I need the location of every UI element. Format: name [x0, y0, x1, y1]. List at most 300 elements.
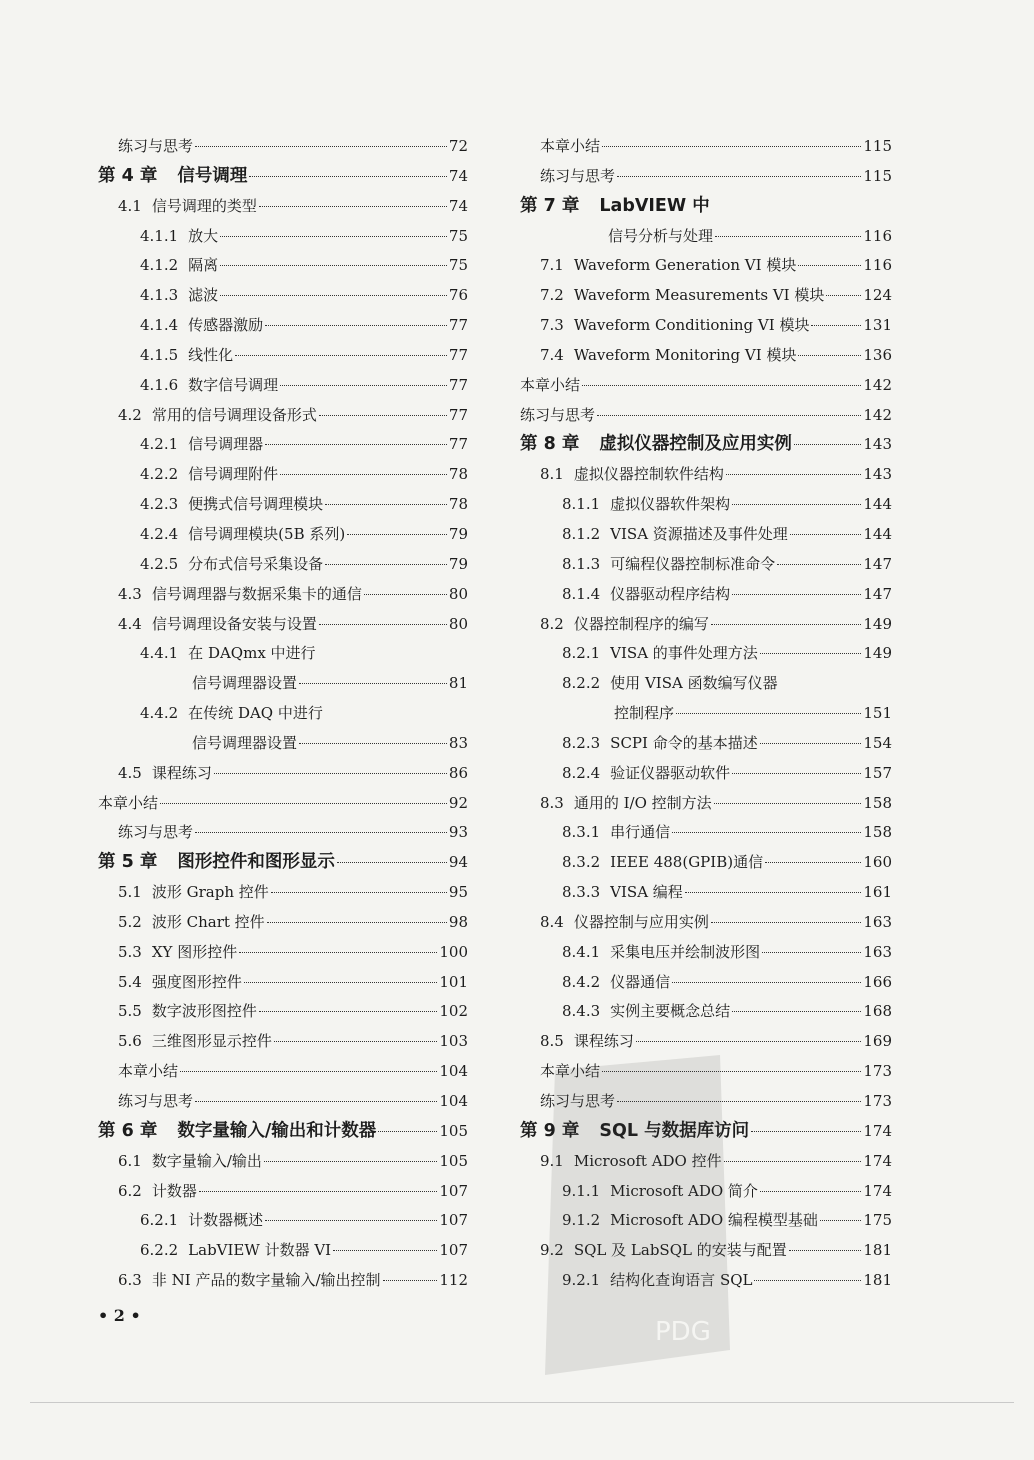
toc-number: 4.4 — [118, 614, 142, 633]
toc-title: 虚拟仪器软件架构 — [610, 495, 731, 514]
toc-number: 4.1.2 — [140, 256, 179, 275]
toc-entry — [520, 639, 892, 669]
toc-title: 信号调理附件 — [188, 465, 279, 484]
toc-number: 8.2.3 — [562, 733, 601, 752]
toc-page-number: 72 — [448, 137, 468, 155]
toc-chapter-entry — [520, 1117, 892, 1147]
toc-entry — [98, 281, 468, 311]
toc-number: 8.2.4 — [562, 763, 601, 782]
toc-leader-dots — [325, 504, 447, 505]
toc-number: 7.2 — [540, 286, 564, 305]
toc-page-number: 98 — [448, 912, 468, 931]
toc-entry — [520, 1206, 892, 1236]
toc-page-number: 93 — [448, 823, 468, 842]
toc-entry — [98, 251, 468, 281]
toc-title: VISA 资源描述及事件处理 — [610, 524, 788, 543]
toc-entry — [520, 162, 892, 192]
toc-leader-dots — [299, 683, 447, 684]
toc-title: 数字量输入/输出和计数器 — [177, 1120, 377, 1141]
toc-leader-dots — [364, 594, 447, 595]
toc-number: 8.1.4 — [562, 584, 601, 603]
toc-leader-dots — [715, 236, 861, 237]
toc-leader-dots — [762, 952, 861, 953]
toc-page-number: 136 — [863, 345, 892, 364]
toc-page-number: 116 — [863, 256, 892, 275]
toc-title: 隔离 — [188, 256, 219, 275]
toc-page-number: 116 — [863, 226, 892, 245]
toc-title: 练习与思考 — [540, 166, 616, 185]
toc-leader-dots — [732, 594, 861, 595]
toc-page-number: 160 — [863, 853, 892, 872]
toc-leader-dots — [820, 1220, 861, 1221]
toc-title: 滤波 — [188, 286, 219, 305]
toc-leader-dots — [790, 534, 862, 535]
toc-entry — [98, 371, 468, 401]
toc-page-number: 107 — [439, 1181, 468, 1200]
toc-page-number: 83 — [448, 733, 468, 752]
toc-title: 结构化查询语言 SQL — [610, 1271, 753, 1290]
toc-leader-dots — [249, 176, 447, 177]
toc-leader-dots — [239, 952, 437, 953]
toc-title: LabVIEW 中 — [599, 195, 710, 216]
toc-entry — [520, 1236, 892, 1266]
toc-leader-dots — [271, 892, 447, 893]
toc-entry — [98, 520, 468, 550]
toc-title: 数字波形图控件 — [151, 1002, 257, 1021]
toc-number: 5.4 — [118, 972, 142, 991]
toc-page-number: 115 — [863, 137, 892, 155]
toc-leader-dots — [826, 295, 861, 296]
toc-entry — [98, 699, 468, 729]
toc-entry — [520, 789, 892, 819]
toc-entry — [98, 669, 468, 699]
toc-chapter-entry — [98, 1117, 468, 1147]
toc-entry — [98, 997, 468, 1027]
toc-leader-dots — [160, 803, 447, 804]
toc-title: 本章小结 — [540, 1062, 601, 1081]
toc-page-number: 163 — [863, 912, 892, 931]
toc-entry — [520, 729, 892, 759]
toc-title: 计数器 — [151, 1181, 197, 1200]
toc-title: 可编程仪器控制标准命令 — [610, 554, 776, 573]
toc-leader-dots — [751, 1131, 861, 1132]
toc-entry — [98, 460, 468, 490]
toc-entry — [98, 222, 468, 252]
toc-leader-dots — [777, 564, 861, 565]
toc-title: 常用的信号调理设备形式 — [151, 405, 317, 424]
toc-page-number: 174 — [863, 1181, 892, 1200]
toc-leader-dots — [714, 803, 862, 804]
toc-leader-dots — [685, 892, 862, 893]
toc-page-number: 149 — [863, 644, 892, 663]
toc-entry — [520, 490, 892, 520]
toc-title: 信号调理器 — [188, 435, 264, 454]
toc-number: 8.3.1 — [562, 823, 601, 842]
toc-leader-dots — [274, 1041, 437, 1042]
toc-title: Waveform Conditioning VI 模块 — [573, 316, 810, 335]
toc-title: 分布式信号采集设备 — [188, 554, 324, 573]
toc-title: 验证仪器驱动软件 — [610, 763, 731, 782]
toc-page-number: 131 — [863, 316, 892, 335]
toc-title: 课程练习 — [151, 763, 212, 782]
toc-page-number: 77 — [448, 435, 468, 454]
toc-page-number: 79 — [448, 554, 468, 573]
toc-number: 9.1 — [540, 1151, 564, 1170]
toc-entry — [98, 580, 468, 610]
toc-entry — [98, 311, 468, 341]
toc-title: 线性化 — [188, 345, 234, 364]
toc-title: 强度图形控件 — [151, 972, 242, 991]
toc-entry — [98, 401, 468, 431]
toc-leader-dots — [789, 1250, 862, 1251]
toc-title: XY 图形控件 — [151, 942, 238, 961]
toc-title: 波形 Graph 控件 — [151, 883, 269, 902]
toc-entry — [98, 610, 468, 640]
toc-leader-dots — [220, 265, 447, 266]
toc-page-number: 115 — [863, 166, 892, 185]
toc-title: 计数器概述 — [188, 1211, 264, 1230]
toc-leader-dots — [724, 1161, 862, 1162]
toc-entry — [520, 759, 892, 789]
toc-leader-dots — [602, 1071, 861, 1072]
toc-title: SQL 与数据库访问 — [599, 1120, 750, 1141]
toc-entry — [520, 460, 892, 490]
toc-number: 4.2.4 — [140, 524, 179, 543]
toc-page-number: 104 — [439, 1062, 468, 1081]
toc-page-number: 143 — [863, 465, 892, 484]
toc-leader-dots — [811, 325, 861, 326]
toc-page-number: 107 — [439, 1241, 468, 1260]
toc-entry — [98, 729, 468, 759]
toc-page-number: 74 — [448, 196, 468, 215]
toc-leader-dots — [732, 773, 861, 774]
toc-title: 串行通信 — [610, 823, 671, 842]
toc-title: 课程练习 — [573, 1032, 634, 1051]
toc-number: 第 7 章 — [520, 195, 580, 216]
toc-page-number: 158 — [863, 823, 892, 842]
toc-number: 4.2 — [118, 405, 142, 424]
toc-page-number: 76 — [448, 286, 468, 305]
page-number: • 2 • — [98, 1306, 141, 1325]
toc-page-number: 77 — [448, 316, 468, 335]
toc-title: 在传统 DAQ 中进行 — [188, 704, 323, 723]
toc-entry — [520, 401, 892, 431]
toc-page-number: 174 — [863, 1151, 892, 1170]
toc-leader-dots — [672, 982, 861, 983]
toc-entry — [520, 818, 892, 848]
toc-leader-dots — [602, 146, 861, 147]
toc-title: 信号调理器与数据采集卡的通信 — [151, 584, 362, 603]
toc-page-number: 168 — [863, 1002, 892, 1021]
watermark-text: PDG — [655, 1317, 711, 1347]
toc-page-number: 157 — [863, 763, 892, 782]
toc-leader-dots — [754, 1280, 861, 1281]
toc-entry — [520, 1266, 892, 1296]
toc-title: 便携式信号调理模块 — [188, 495, 324, 514]
toc-leader-dots — [299, 743, 447, 744]
toc-entry — [98, 1266, 468, 1296]
toc-page-number: 144 — [863, 495, 892, 514]
toc-page-number: 75 — [448, 226, 468, 245]
toc-number: 8.2.1 — [562, 644, 601, 663]
toc-number: 8.1.3 — [562, 554, 601, 573]
toc-page-number: 142 — [863, 375, 892, 394]
toc-leader-dots — [195, 1101, 437, 1102]
toc-number: 4.2.3 — [140, 495, 179, 514]
toc-number: 8.2.2 — [562, 674, 601, 693]
toc-title: Waveform Generation VI 模块 — [573, 256, 797, 275]
toc-title: 练习与思考 — [540, 1092, 616, 1110]
toc-title: LabVIEW 计数器 VI — [188, 1241, 332, 1260]
toc-title: 使用 VISA 函数编写仪器 — [610, 674, 778, 693]
toc-title: 本章小结 — [98, 793, 159, 812]
toc-leader-dots — [220, 295, 447, 296]
toc-number: 4.2.1 — [140, 435, 179, 454]
toc-leader-dots — [765, 862, 861, 863]
toc-entry — [520, 699, 892, 729]
toc-number: 4.3 — [118, 584, 142, 603]
toc-entry — [98, 639, 468, 669]
bottom-rule — [30, 1402, 1014, 1403]
toc-leader-dots — [195, 146, 447, 147]
toc-page-number: 86 — [448, 763, 468, 782]
toc-number: 8.1 — [540, 465, 564, 484]
toc-number: 8.4.1 — [562, 942, 601, 961]
toc-title: SCPI 命令的基本描述 — [610, 733, 758, 752]
toc-page-number: 78 — [448, 495, 468, 514]
toc-entry — [98, 132, 468, 162]
toc-entry — [98, 938, 468, 968]
toc-leader-dots — [732, 1011, 861, 1012]
toc-number: 9.1.1 — [562, 1181, 601, 1200]
toc-page-number: 173 — [863, 1062, 892, 1081]
toc-number: 第 9 章 — [520, 1120, 580, 1141]
toc-number: 4.1.3 — [140, 286, 179, 305]
toc-page-number: 166 — [863, 972, 892, 991]
toc-page-number: 142 — [863, 405, 892, 424]
toc-number: 5.3 — [118, 942, 142, 961]
toc-title: Microsoft ADO 控件 — [573, 1151, 722, 1170]
toc-number: 第 8 章 — [520, 434, 580, 455]
toc-leader-dots — [676, 713, 861, 714]
toc-leader-dots — [280, 474, 447, 475]
toc-title: 仪器驱动程序结构 — [610, 584, 731, 603]
toc-page-number: 77 — [448, 405, 468, 424]
toc-number: 5.1 — [118, 883, 142, 902]
toc-title: SQL 及 LabSQL 的安装与配置 — [573, 1241, 787, 1260]
toc-number: 7.1 — [540, 256, 564, 275]
toc-page-number: 80 — [448, 584, 468, 603]
toc-leader-dots — [337, 862, 447, 863]
toc-leader-dots — [760, 743, 862, 744]
toc-title: 虚拟仪器控制及应用实例 — [599, 434, 792, 455]
toc-number: 8.1.1 — [562, 495, 601, 514]
toc-title: 放大 — [188, 226, 219, 245]
toc-entry — [98, 1147, 468, 1177]
toc-leader-dots — [636, 1041, 861, 1042]
toc-page-number: 181 — [863, 1241, 892, 1260]
toc-page-number: 175 — [863, 1211, 892, 1230]
toc-leader-dots — [259, 1011, 437, 1012]
toc-entry — [520, 938, 892, 968]
toc-number: 4.1.6 — [140, 375, 179, 394]
toc-number: 5.2 — [118, 912, 142, 931]
toc-title: 波形 Chart 控件 — [151, 912, 265, 931]
toc-entry — [520, 1057, 892, 1087]
toc-title: 练习与思考 — [118, 1092, 194, 1110]
toc-page-number: 181 — [863, 1271, 892, 1290]
toc-number: 4.1.5 — [140, 345, 179, 364]
toc-chapter-entry — [520, 430, 892, 460]
toc-number: 第 5 章 — [98, 852, 158, 873]
toc-leader-dots — [325, 564, 447, 565]
toc-entry — [520, 1087, 892, 1117]
toc-page-number: 78 — [448, 465, 468, 484]
toc-title: VISA 的事件处理方法 — [610, 644, 758, 663]
toc-entry — [520, 311, 892, 341]
toc-number: 5.5 — [118, 1002, 142, 1021]
toc-title: 信号调理 — [177, 165, 248, 186]
toc-number: 6.2 — [118, 1181, 142, 1200]
toc-leader-dots — [760, 1191, 861, 1192]
toc-entry — [520, 281, 892, 311]
toc-title: Microsoft ADO 简介 — [610, 1181, 758, 1200]
toc-entry — [98, 908, 468, 938]
toc-title: 数字信号调理 — [188, 375, 279, 394]
toc-entry — [98, 759, 468, 789]
toc-title: 练习与思考 — [118, 823, 194, 842]
toc-number: 9.1.2 — [562, 1211, 601, 1230]
toc-leader-dots — [333, 1250, 437, 1251]
toc-entry — [520, 1147, 892, 1177]
toc-page-number: 74 — [448, 166, 468, 185]
toc-leader-dots — [711, 624, 861, 625]
toc-title: 练习与思考 — [520, 405, 596, 424]
toc-entry — [520, 520, 892, 550]
toc-page-number: 95 — [448, 883, 468, 902]
toc-right-column — [520, 132, 892, 1296]
toc-title: 信号分析与处理 — [608, 226, 714, 245]
toc-title: 信号调理器设置 — [192, 674, 298, 693]
toc-leader-dots — [265, 325, 447, 326]
toc-leader-dots — [732, 504, 861, 505]
toc-entry — [520, 251, 892, 281]
toc-entry — [520, 132, 892, 162]
toc-entry — [520, 610, 892, 640]
toc-title: 传感器激励 — [188, 316, 264, 335]
toc-page-number: 143 — [863, 435, 892, 454]
toc-title: 三维图形显示控件 — [151, 1032, 272, 1051]
toc-chapter-entry — [98, 162, 468, 192]
toc-entry — [98, 1177, 468, 1207]
toc-number: 第 6 章 — [98, 1120, 158, 1141]
toc-title: IEEE 488(GPIB)通信 — [610, 853, 764, 872]
toc-entry — [520, 997, 892, 1027]
toc-leader-dots — [798, 265, 861, 266]
toc-leader-dots — [259, 206, 447, 207]
toc-page-number: 102 — [439, 1002, 468, 1021]
toc-number: 8.3.3 — [562, 883, 601, 902]
toc-page-number: 112 — [439, 1271, 468, 1290]
toc-leader-dots — [244, 982, 437, 983]
toc-leader-dots — [235, 355, 447, 356]
toc-number: 第 4 章 — [98, 165, 158, 186]
toc-title: 数字量输入/输出 — [151, 1151, 262, 1170]
toc-entry — [520, 848, 892, 878]
toc-page-number: 103 — [439, 1032, 468, 1051]
toc-title: 信号调理的类型 — [151, 196, 257, 215]
toc-page-number: 105 — [439, 1121, 468, 1140]
toc-title: 控制程序 — [614, 704, 675, 723]
toc-number: 8.4.2 — [562, 972, 601, 991]
toc-page-number: 149 — [863, 614, 892, 633]
toc-leader-dots — [180, 1071, 437, 1072]
toc-number: 7.4 — [540, 345, 564, 364]
toc-page-number: 81 — [448, 674, 468, 693]
toc-leader-dots — [760, 653, 862, 654]
toc-page-number: 163 — [863, 942, 892, 961]
toc-number: 9.2 — [540, 1241, 564, 1260]
toc-number: 6.3 — [118, 1271, 142, 1290]
toc-title: Microsoft ADO 编程模型基础 — [610, 1211, 818, 1230]
toc-entry — [520, 669, 892, 699]
toc-number: 8.2 — [540, 614, 564, 633]
toc-title: VISA 编程 — [610, 883, 683, 902]
toc-leader-dots — [672, 832, 861, 833]
toc-leader-dots — [280, 385, 447, 386]
toc-title: 非 NI 产品的数字量输入/输出控制 — [151, 1271, 381, 1290]
toc-entry — [98, 550, 468, 580]
toc-title: 练习与思考 — [118, 137, 194, 155]
toc-page-number: 158 — [863, 793, 892, 812]
toc-number: 8.4 — [540, 912, 564, 931]
toc-leader-dots — [378, 1131, 437, 1132]
toc-chapter-entry — [98, 848, 468, 878]
toc-title: 本章小结 — [520, 375, 581, 394]
toc-chapter-entry — [520, 192, 892, 222]
toc-page-number: 147 — [863, 584, 892, 603]
toc-leader-dots — [711, 922, 861, 923]
toc-page-number: 147 — [863, 554, 892, 573]
toc-number: 8.3 — [540, 793, 564, 812]
toc-page-number: 80 — [448, 614, 468, 633]
toc-number: 6.2.1 — [140, 1211, 179, 1230]
toc-entry — [520, 1177, 892, 1207]
toc-entry — [98, 1027, 468, 1057]
toc-title: 信号调理模块(5B 系列) — [188, 524, 346, 543]
toc-page-number: 101 — [439, 972, 468, 991]
toc-entry — [520, 580, 892, 610]
toc-title: 在 DAQmx 中进行 — [188, 644, 316, 663]
toc-entry — [520, 968, 892, 998]
toc-page-number: 107 — [439, 1211, 468, 1230]
toc-leader-dots — [726, 474, 861, 475]
toc-entry — [98, 430, 468, 460]
toc-entry — [520, 550, 892, 580]
toc-entry — [98, 818, 468, 848]
toc-entry — [520, 908, 892, 938]
toc-page-number: 92 — [448, 793, 468, 812]
toc-page-number: 75 — [448, 256, 468, 275]
toc-title: 信号调理设备安装与设置 — [151, 614, 317, 633]
toc-page-number: 77 — [448, 375, 468, 394]
toc-page-number: 173 — [863, 1092, 892, 1110]
toc-title: 仪器控制程序的编写 — [573, 614, 709, 633]
toc-number: 4.1.4 — [140, 316, 179, 335]
toc-number: 8.4.3 — [562, 1002, 601, 1021]
toc-number: 8.1.2 — [562, 524, 601, 543]
toc-page-number: 124 — [863, 286, 892, 305]
